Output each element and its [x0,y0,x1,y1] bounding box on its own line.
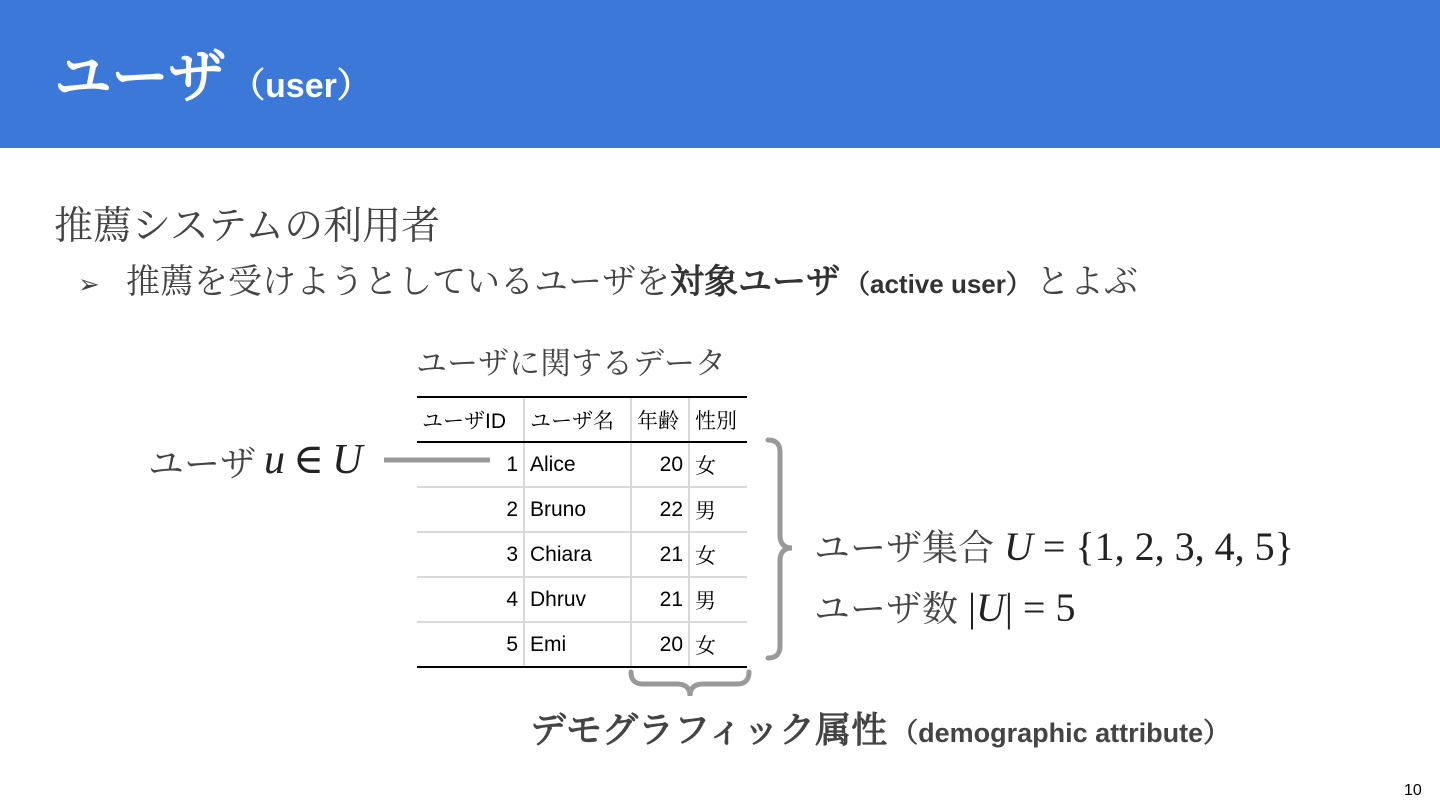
user-count-line [814,581,1076,632]
cell-age: 20 [631,442,689,487]
slide-title-main: ユーザ [54,45,226,110]
bullet-emphasis: 対象ユーザ [670,263,840,301]
user-set-label: ユーザ集合 [814,527,995,568]
cell-user-name: Dhruv [524,577,631,622]
cell-user-id: 1 [417,442,524,487]
bullet-text-before: 推薦を受けようとしているユーザを [126,263,670,301]
demographic-attribute-label [530,702,1230,753]
cell-age: 21 [631,577,689,622]
header-user-id: ユーザID [417,397,524,442]
user-count-formula [968,585,1075,630]
cell-gender: 男 [689,487,747,532]
count-var: U [976,585,1005,630]
cell-user-id: 2 [417,487,524,532]
slide-title-sub: （user） [231,67,371,105]
cell-age: 20 [631,622,689,667]
user-set-line [814,520,1294,571]
bottom-curly-brace [631,672,749,696]
arrow-bullet-icon: ➢ [78,269,100,299]
cell-age: 21 [631,532,689,577]
cell-age: 22 [631,487,689,532]
user-label: ユーザ [148,443,257,484]
cell-user-id: 5 [417,622,524,667]
cell-gender: 男 [689,577,747,622]
demographic-label-jp: デモグラフィック属性 [530,709,888,750]
bullet-level1: 推薦システムの利用者 [54,205,441,248]
count-expr: | = 5 [1004,585,1076,630]
table-caption: ユーザに関するデータ [416,346,726,381]
demographic-label-en: （demographic attribute） [891,718,1231,748]
cell-user-name: Bruno [524,487,631,532]
user-count-label: ユーザ数 [814,588,959,629]
user-var: u [264,437,285,483]
page-number: 10 [1404,782,1422,799]
right-curly-brace [768,440,792,658]
header-age: 年齢 [631,397,689,442]
cell-user-id: 4 [417,577,524,622]
bullet-text-after: とよぶ [1035,263,1138,301]
cell-user-name: Chiara [524,532,631,577]
element-of-symbol: ∈ [293,437,325,483]
set-var: U [1004,524,1033,569]
user-set-var: U [332,437,363,483]
bullet-emphasis-en: （active user） [844,269,1032,299]
cell-gender: 女 [689,622,747,667]
cell-gender: 女 [689,442,747,487]
cell-user-id: 3 [417,532,524,577]
cell-gender: 女 [689,532,747,577]
cell-user-name: Emi [524,622,631,667]
header-user-name: ユーザ名 [524,397,631,442]
cell-user-name: Alice [524,442,631,487]
count-open: | [968,585,977,630]
user-set-formula [1004,524,1294,569]
set-expr: = {1, 2, 3, 4, 5} [1042,524,1294,569]
header-gender: 性別 [689,397,747,442]
